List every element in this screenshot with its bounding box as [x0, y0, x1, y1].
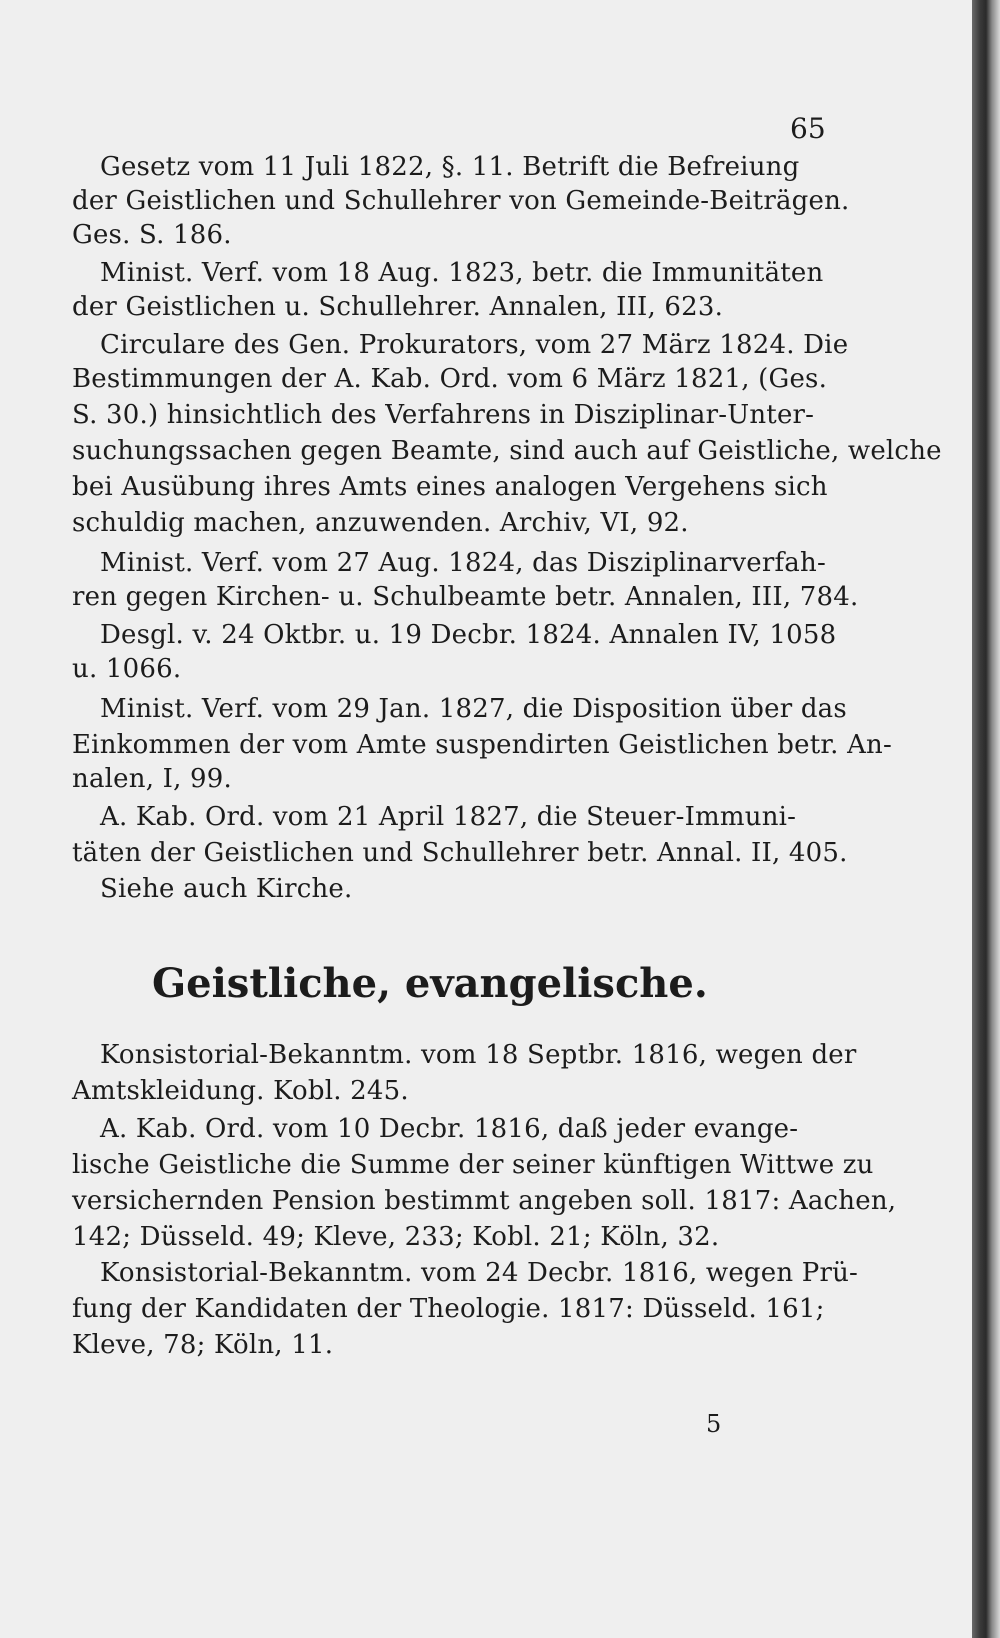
- text-line: Bestimmungen der A. Kab. Ord. vom 6 März 1821, (Ges.: [72, 364, 828, 394]
- text-line: Konsistorial-Bekanntm. vom 18 Septbr. 1816, wegen der: [100, 1040, 857, 1070]
- section-heading: Geistliche, evangelische.: [152, 960, 708, 1007]
- text-line: ren gegen Kirchen- u. Schulbeamte betr. Annalen, III, 784.: [72, 582, 859, 612]
- text-line: S. 30.) hinsichtlich des Verfahrens in Disziplinar-Unter-: [72, 400, 815, 430]
- text-line: Konsistorial-Bekanntm. vom 24 Decbr. 1816, wegen Prü-: [100, 1258, 859, 1288]
- text-line: schuldig machen, anzuwenden. Archiv, VI, 92.: [72, 508, 689, 538]
- text-line: Gesetz vom 11 Juli 1822, §. 11. Betrift die Befreiung: [100, 152, 800, 182]
- text-line: Minist. Verf. vom 29 Jan. 1827, die Disposition über das: [100, 694, 847, 724]
- text-line: der Geistlichen und Schullehrer von Gemeinde-Beiträgen.: [72, 186, 850, 216]
- text-line: Circulare des Gen. Prokurators, vom 27 März 1824. Die: [100, 330, 849, 360]
- text-line: versichernden Pension bestimmt angeben soll. 1817: Aachen,: [72, 1186, 897, 1216]
- book-spine-shadow: [972, 0, 1000, 1638]
- text-line: täten der Geistlichen und Schullehrer betr. Annal. II, 405.: [72, 838, 848, 868]
- text-line: Kleve, 78; Köln, 11.: [72, 1330, 334, 1360]
- text-line: der Geistlichen u. Schullehrer. Annalen, III, 623.: [72, 292, 724, 322]
- text-line: Amtskleidung. Kobl. 245.: [72, 1076, 409, 1106]
- text-line: fung der Kandidaten der Theologie. 1817: Düsseld. 161;: [72, 1294, 825, 1324]
- text-line: Ges. S. 186.: [72, 220, 232, 250]
- text-line: nalen, I, 99.: [72, 764, 232, 794]
- text-line: u. 1066.: [72, 654, 182, 684]
- page-number: 65: [790, 112, 826, 145]
- text-line: suchungssachen gegen Beamte, sind auch auf Geistliche, welche: [72, 436, 942, 466]
- signature-mark: 5: [706, 1410, 722, 1438]
- text-line: Einkommen der vom Amte suspendirten Geistlichen betr. An-: [72, 730, 892, 760]
- text-line: A. Kab. Ord. vom 21 April 1827, die Steuer-Immuni-: [100, 802, 797, 832]
- text-line: bei Ausübung ihres Amts eines analogen Vergehens sich: [72, 472, 828, 502]
- text-line: A. Kab. Ord. vom 10 Decbr. 1816, daß jeder evange-: [100, 1114, 799, 1144]
- text-line: Siehe auch Kirche.: [100, 874, 353, 904]
- text-line: 142; Düsseld. 49; Kleve, 233; Kobl. 21; Köln, 32.: [72, 1222, 720, 1252]
- text-line: lische Geistliche die Summe der seiner künftigen Wittwe zu: [72, 1150, 874, 1180]
- text-line: Minist. Verf. vom 18 Aug. 1823, betr. die Immunitäten: [100, 258, 824, 288]
- text-line: Desgl. v. 24 Oktbr. u. 19 Decbr. 1824. Annalen IV, 1058: [100, 620, 837, 650]
- text-line: Minist. Verf. vom 27 Aug. 1824, das Disziplinarverfah-: [100, 548, 826, 578]
